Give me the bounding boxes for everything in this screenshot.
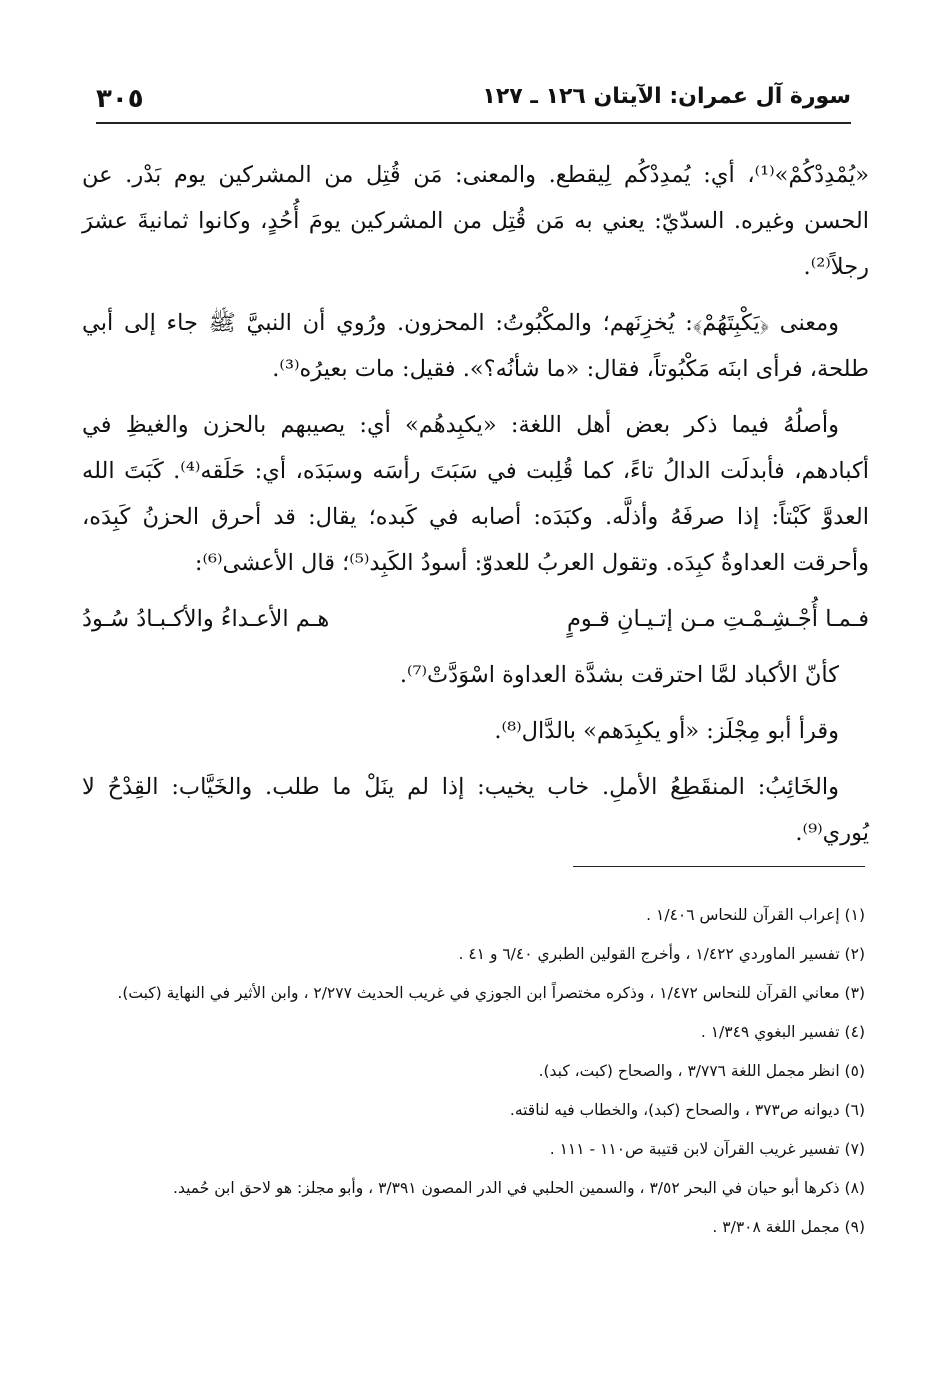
footnote: (٦) ديوانه ص٣٧٣ ، والصحاح (كبد)، والخطاب فيه لناقته. xyxy=(509,1101,865,1119)
surah-title: سورة آل عمران: الآيتان ١٢٦ ـ ١٢٧ xyxy=(482,84,851,109)
verse-second-hemistich: هـم الأعـداءُ والأكـبـادُ سُـودُ xyxy=(82,606,330,632)
paragraph: وأصلُهُ فيما ذكر بعض أهل اللغة: «يكبِدهُم» أي: يصيبهم بالحزن والغيظِ في أكبادهم، فأبدلَت الدالُ تاءً، كما قُلِبت في سَبَتَ رأسَه وسبَدَه، أي: حَلَقه⁽⁴⁾. كَبَتَ الله العدوَّ كَبْتاً: إذا صرفَهُ وأذلَّه. وكبَدَه: أصابه في كَبده؛ يقال: قد أحرق الحزنُ كَبِدَه، وأحرقت العداوةُ كبِدَه. وتقول العربُ للعدوّ: أسودُ الكَبِد⁽⁵⁾؛ قال الأعشى⁽⁶⁾: xyxy=(82,412,869,576)
main-text xyxy=(82,152,869,866)
paragraph: «يُمْدِدْكُمْ»⁽¹⁾، أي: يُمدِدْكُم لِيقطع. والمعنى: مَن قُتِل من المشركين يوم بَدْر. عن الحسن وغيره. السدّيّ: يعني به مَن قُتِل من المشركين يومَ أُحُدٍ، وكانوا ثمانيةَ عشرَ رجلاً⁽²⁾. xyxy=(82,162,869,280)
poetry-verse xyxy=(82,596,869,642)
running-header xyxy=(96,84,851,118)
footnote: (٨) ذكرها أبو حيان في البحر ٣/٥٢ ، والسمين الحلبي في الدر المصون ٣/٣٩١ ، وأبو مجلز: هو لاحق ابن حُميد. xyxy=(173,1179,865,1197)
footnote: (٥) انظر مجمل اللغة ٣/٧٧٦ ، والصحاح (كبت، كبد). xyxy=(538,1062,865,1080)
header-rule xyxy=(96,122,851,124)
page-number: ٣٠٥ xyxy=(96,84,144,114)
footnotes xyxy=(86,902,865,1253)
footnote: (٤) تفسير البغوي ١/٣٤٩ . xyxy=(700,1023,865,1041)
footnote-separator xyxy=(573,866,865,867)
footnote: (٣) معاني القرآن للنحاس ١/٤٧٢ ، وذكره مختصراً ابن الجوزي في غريب الحديث ٢/٢٧٧ ، وابن الأثير في النهاية (كبت). xyxy=(117,984,865,1002)
verse-first-hemistich: فـمـا أُجْـشِـمْـتِ مـن إتـيـانِ قـومٍ xyxy=(566,606,869,632)
paragraph: ومعنى ﴿يَكْبِتَهُمْ﴾: يُخزِنَهم؛ والمكْبُوتُ: المحزون. ورُوي أن النبيَّ ﷺ جاء إلى أبي طلحة، فرأى ابنَه مَكْبُوتاً، فقال: «ما شأنُه؟». فقيل: مات بعيرُه⁽³⁾. xyxy=(82,310,869,382)
paragraph: كأنّ الأكباد لمَّا احترقت بشدَّة العداوة اسْوَدَّتْ⁽⁷⁾. xyxy=(399,662,839,688)
paragraph: وقرأ أبو مِجْلَز: «أو يكبِدَهم» بالدَّال⁽⁸⁾. xyxy=(494,718,839,744)
footnote: (٩) مجمل اللغة ٣/٣٠٨ . xyxy=(712,1218,865,1236)
paragraph: والخَائِبُ: المنقَطِعُ الأملِ. خاب يخيب: إذا لم ينَلْ ما طلب. والخَيَّاب: القِدْحُ لا يُوري⁽⁹⁾. xyxy=(82,774,869,846)
footnote: (٧) تفسير غريب القرآن لابن قتيبة ص١١٠ - ١١١ . xyxy=(549,1140,865,1158)
footnote: (٢) تفسير الماوردي ١/٤٢٢ ، وأخرج القولين الطبري ٦/٤٠ و ٤١ . xyxy=(458,945,865,963)
footnote: (١) إعراب القرآن للنحاس ١/٤٠٦ . xyxy=(646,906,865,924)
